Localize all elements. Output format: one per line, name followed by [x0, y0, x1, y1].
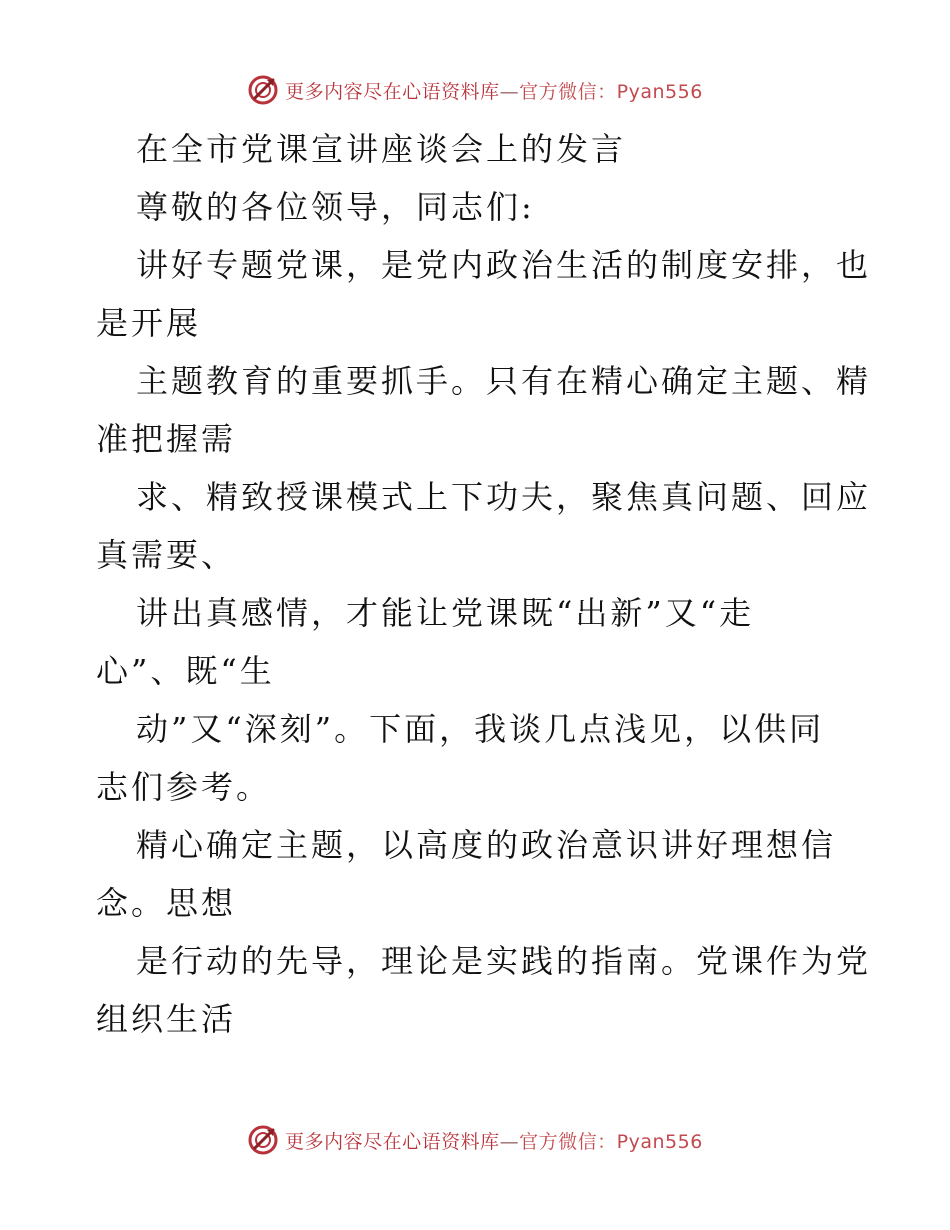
doc-line: 求、精致授课模式上下功夫，聚焦真问题、回应 [136, 478, 872, 516]
doc-line: 精心确定主题，以高度的政治意识讲好理想信 [136, 826, 837, 864]
red-seal-logo-icon [247, 74, 279, 106]
doc-line: 是行动的先导，理论是实践的指南。党课作为党 [136, 942, 872, 980]
header-wechat-text: 官方微信：Pyan556 [519, 80, 703, 103]
footer-separator: — [499, 1130, 520, 1153]
doc-line: 动”又“深刻”。下面，我谈几点浅见，以供同 [136, 710, 825, 748]
doc-title: 在全市党课宣讲座谈会上的发言 [136, 130, 627, 168]
doc-line: 是开展 [96, 304, 202, 342]
doc-line: 讲好专题党课，是党内政治生活的制度安排，也 [136, 246, 872, 284]
footer-banner [0, 1120, 950, 1160]
doc-line: 念。思想 [96, 884, 237, 922]
red-seal-logo-icon [247, 1124, 279, 1156]
doc-line: 组织生活 [96, 1000, 237, 1038]
header-banner-text [285, 77, 703, 104]
doc-line: 真需要、 [96, 536, 237, 574]
doc-line: 讲出真感情，才能让党课既“出新”又“走 [136, 594, 755, 632]
footer-site-text: 更多内容尽在心语资料库 [285, 1130, 500, 1153]
footer-banner-text [285, 1127, 703, 1154]
doc-line: 主题教育的重要抓手。只有在精心确定主题、精 [136, 362, 872, 400]
header-site-text: 更多内容尽在心语资料库 [285, 80, 500, 103]
header-banner [0, 70, 950, 110]
footer-wechat-text: 官方微信：Pyan556 [519, 1130, 703, 1153]
doc-line: 志们参考。 [96, 768, 272, 806]
header-separator: — [499, 80, 520, 103]
doc-salutation: 尊敬的各位领导，同志们: [136, 188, 535, 226]
doc-line: 心”、既“生 [96, 652, 275, 690]
doc-line: 准把握需 [96, 420, 237, 458]
document-body [96, 120, 872, 1048]
